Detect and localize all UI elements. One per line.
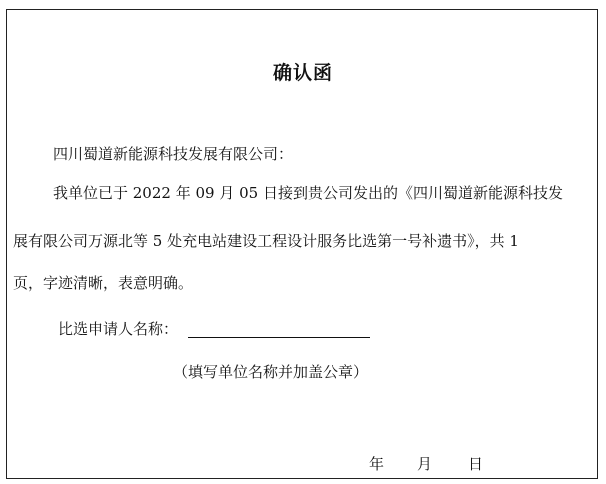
body-line-3: 页，字迹清晰，表意明确。 xyxy=(13,274,194,292)
body-line-2: 展有限公司万源北等 5 处充电站建设工程设计服务比选第一号补遗书》，共 1 xyxy=(13,232,519,250)
addressee: 四川蜀道新能源科技发展有限公司： xyxy=(53,145,294,163)
document-title: 确认函 xyxy=(272,62,333,84)
body-line-1: 我单位已于 2022 年 09 月 05 日接到贵公司发出的《四川蜀道新能源科技发 xyxy=(53,184,563,202)
date-year-label: 年 xyxy=(369,455,385,473)
date-month-label: 月 xyxy=(417,455,433,473)
seal-note: （填写单位名称并加盖公章） xyxy=(173,363,369,381)
date-day-label: 日 xyxy=(468,455,484,473)
applicant-name-field[interactable] xyxy=(188,337,370,338)
applicant-label: 比选申请人名称： xyxy=(58,320,179,338)
